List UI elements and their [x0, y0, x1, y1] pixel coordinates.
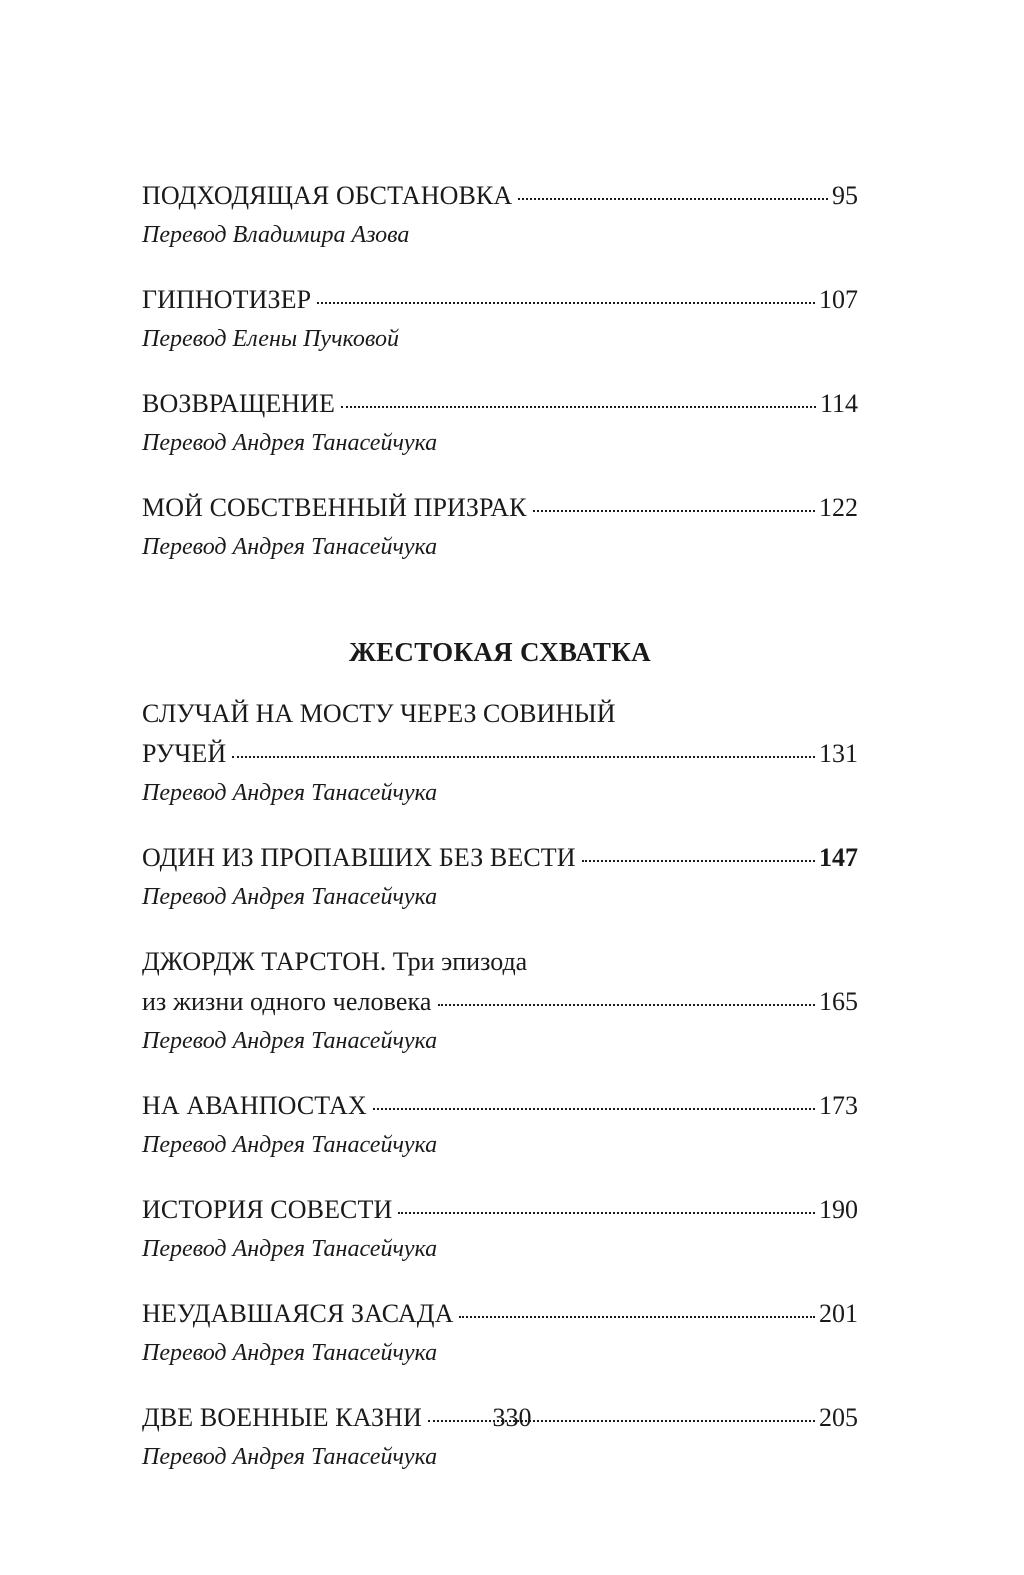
dot-leader [459, 1316, 815, 1318]
toc-entry-line [142, 982, 858, 1022]
toc-entry-title: ВОЗВРАЩЕНИЕ [142, 389, 336, 418]
toc-entry-page: 205 [819, 1403, 858, 1432]
toc-entry [142, 280, 858, 358]
toc-entry-page: 131 [819, 739, 858, 768]
toc-entry-translator: Перевод Андрея Танасейчука [142, 534, 438, 560]
toc-entry-title-line1: СЛУЧАЙ НА МОСТУ ЧЕРЕЗ СОВИНЫЙ [142, 699, 616, 728]
toc-entry-title: ДВЕ ВОЕННЫЕ КАЗНИ [142, 1403, 422, 1432]
toc-entry-line [142, 1190, 858, 1230]
toc-entry-page: 95 [832, 181, 858, 210]
toc-entry-title-rest: Три эпизода [386, 947, 528, 976]
toc-entry-translator: Перевод Андрея Танасейчука [142, 1236, 438, 1262]
toc-entry-line [142, 488, 858, 528]
toc-entry-translator: Перевод Андрея Танасейчука [142, 430, 438, 456]
toc-entry-line [142, 734, 858, 774]
toc-entry-title: ПОДХОДЯЩАЯ ОБСТАНОВКА [142, 181, 513, 210]
toc-entry [142, 1294, 858, 1372]
toc-entry [142, 384, 858, 462]
toc-entry-page: 165 [819, 987, 858, 1016]
toc-entry-title-line2: из жизни одного человека [142, 987, 432, 1016]
dot-leader [582, 860, 815, 862]
toc-entry-translator: Перевод Андрея Танасейчука [142, 780, 438, 806]
dot-leader [232, 756, 815, 758]
table-of-contents [142, 176, 858, 1502]
toc-entry-translator: Перевод Андрея Танасейчука [142, 1028, 438, 1054]
dot-leader [438, 1004, 815, 1006]
toc-entry [142, 488, 858, 566]
toc-entry-line [142, 1294, 858, 1334]
toc-entry-title: ГИПНОТИЗЕР [142, 285, 312, 314]
dot-leader [373, 1108, 815, 1110]
toc-entry-page: 107 [819, 285, 858, 314]
toc-entry [142, 1190, 858, 1268]
toc-entry-line [142, 280, 858, 320]
toc-entry-title-caps: ДЖОРДЖ ТАРСТОН. [142, 947, 387, 976]
toc-entry-title-line1 [142, 942, 858, 982]
toc-entry-translator: Перевод Андрея Танасейчука [142, 1340, 438, 1366]
dot-leader [317, 302, 815, 304]
toc-entry [142, 694, 858, 812]
toc-entry-translator: Перевод Андрея Танасейчука [142, 1132, 438, 1158]
toc-entry [142, 176, 858, 254]
dot-leader [341, 406, 816, 408]
toc-entry-page: 114 [819, 389, 858, 418]
toc-entry-title: НЕУДАВШАЯСЯ ЗАСАДА [142, 1299, 454, 1328]
toc-entry-page: 147 [819, 843, 858, 872]
toc-entry-page: 201 [819, 1299, 858, 1328]
toc-entry-translator: Перевод Андрея Танасейчука [142, 1444, 438, 1470]
dot-leader [518, 198, 828, 200]
toc-entry [142, 942, 858, 1060]
toc-entry-translator: Перевод Андрея Танасейчука [142, 884, 438, 910]
toc-entry-line [142, 1086, 858, 1126]
toc-entry-page: 173 [819, 1091, 858, 1120]
toc-entry [142, 838, 858, 916]
toc-entry-title-line2: РУЧЕЙ [142, 739, 227, 768]
toc-entry-page: 190 [819, 1195, 858, 1224]
toc-entry-translator: Перевод Владимира Азова [142, 222, 410, 248]
toc-entry-title: НА АВАНПОСТАХ [142, 1091, 367, 1120]
toc-entry-translator: Перевод Елены Пучковой [142, 326, 399, 352]
toc-entry-line [142, 176, 858, 216]
toc-entry [142, 1086, 858, 1164]
page-number: 330 [492, 1403, 532, 1432]
section-heading: ЖЕСТОКАЯ СХВАТКА [349, 637, 651, 667]
dot-leader [398, 1212, 815, 1214]
toc-entry-line [142, 838, 858, 878]
toc-entry-page: 122 [819, 493, 858, 522]
toc-entry-title: ИСТОРИЯ СОВЕСТИ [142, 1195, 393, 1224]
toc-entry-title: ОДИН ИЗ ПРОПАВШИХ БЕЗ ВЕСТИ [142, 843, 576, 872]
toc-entry-line [142, 384, 858, 424]
dot-leader [533, 510, 815, 512]
toc-entry-title: МОЙ СОБСТВЕННЫЙ ПРИЗРАК [142, 493, 527, 522]
